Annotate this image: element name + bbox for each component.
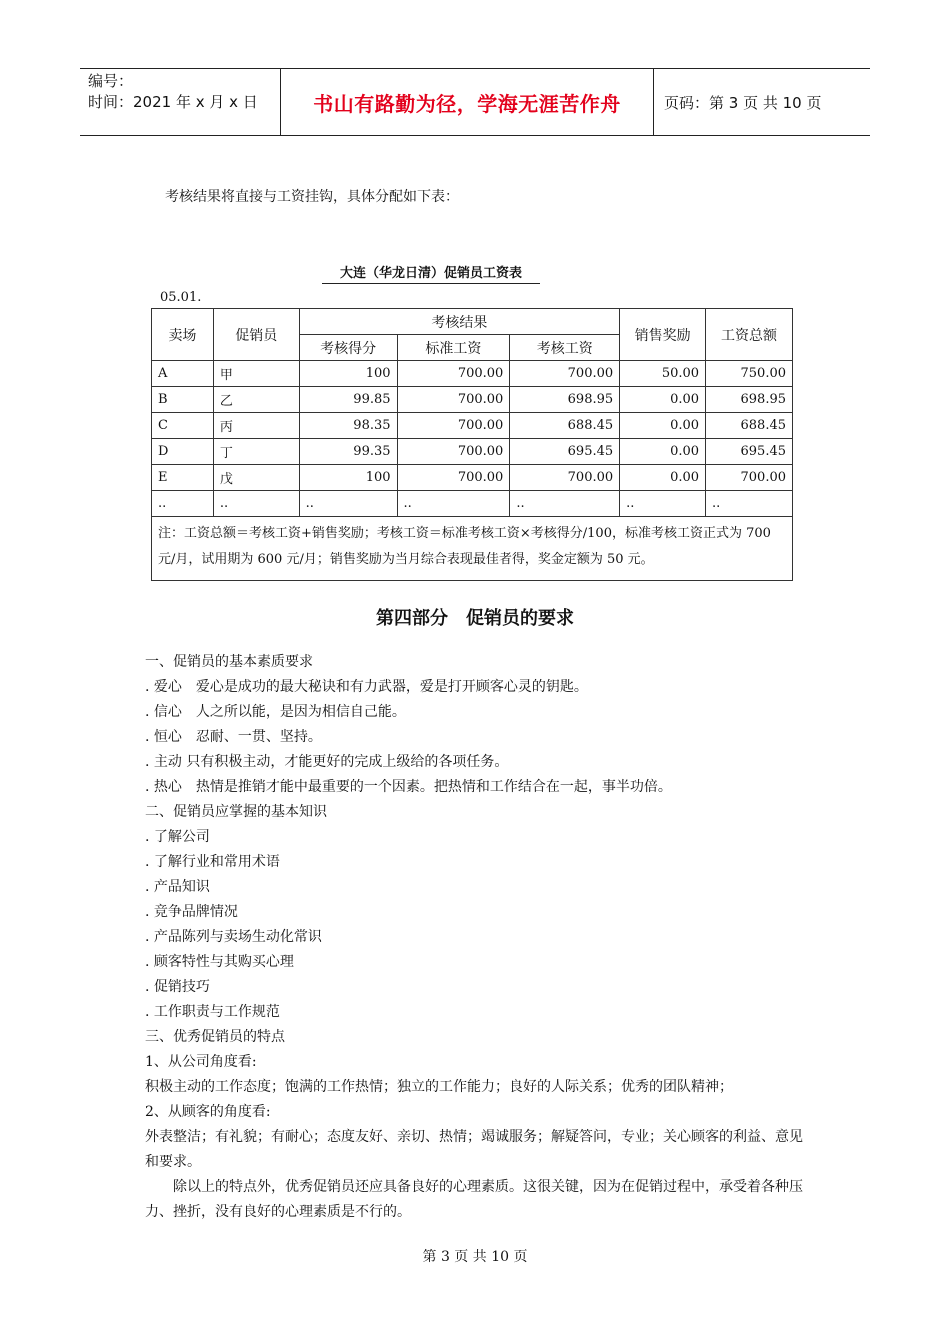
cell-total: 750.00 xyxy=(706,361,793,387)
cell-standard-wage: .. xyxy=(397,491,510,517)
customer-paragraph: 外表整洁；有礼貌；有耐心；态度友好、亲切、热情；竭诚服务；解疑答问，专业；关心顾客的利益、意见和要求。 xyxy=(145,1129,803,1170)
table-row xyxy=(152,491,793,517)
list-item: 二、促销员应掌握的基本知识 xyxy=(145,804,327,820)
cell-score: 100 xyxy=(299,361,397,387)
cell-bonus: .. xyxy=(620,491,706,517)
cell-total: 688.45 xyxy=(706,413,793,439)
final-paragraph: 除以上的特点外，优秀促销员还应具备良好的心理素质。这很关键，因为在促销过程中，承受着各种压力、挫折，没有良好的心理素质是不行的。 xyxy=(145,1179,803,1220)
list-item: . 热心 热情是推销才能中最重要的一个因素。把热情和工作结合在一起，事半功倍。 xyxy=(145,779,672,795)
cell-assess-wage: .. xyxy=(510,491,620,517)
list-item: . 工作职责与工作规范 xyxy=(145,1004,280,1020)
cell-total: 698.95 xyxy=(706,387,793,413)
cell-market: D xyxy=(152,439,214,465)
cell-score: 99.35 xyxy=(299,439,397,465)
header-market: 卖场 xyxy=(152,309,214,361)
cell-promoter: .. xyxy=(213,491,299,517)
header-meta xyxy=(80,69,281,135)
cell-assess-wage: 700.00 xyxy=(510,465,620,491)
header-assessment: 考核结果 xyxy=(299,309,619,335)
list-item: 1、从公司角度看: xyxy=(145,1054,257,1070)
cell-standard-wage: 700.00 xyxy=(397,465,510,491)
cell-promoter: 乙 xyxy=(213,387,299,413)
cell-market: .. xyxy=(152,491,214,517)
list-item: . 信心 人之所以能，是因为相信自己能。 xyxy=(145,704,406,720)
list-item: . 产品陈列与卖场生动化常识 xyxy=(145,929,322,945)
cell-bonus: 50.00 xyxy=(620,361,706,387)
page-header xyxy=(80,68,870,136)
cell-bonus: 0.00 xyxy=(620,439,706,465)
list-item: . 恒心 忍耐、一贯、坚持。 xyxy=(145,729,322,745)
header-score: 考核得分 xyxy=(299,335,397,361)
header-assess-wage: 考核工资 xyxy=(510,335,620,361)
cell-score: 99.85 xyxy=(299,387,397,413)
table-row xyxy=(152,413,793,439)
list-item: 2、从顾客的角度看: xyxy=(145,1104,271,1120)
wage-table xyxy=(151,308,793,581)
table-row xyxy=(152,465,793,491)
cell-market: C xyxy=(152,413,214,439)
list-item: . 主动 只有积极主动，才能更好的完成上级给的各项任务。 xyxy=(145,754,509,770)
list-item: . 了解公司 xyxy=(145,829,210,845)
cell-bonus: 0.00 xyxy=(620,413,706,439)
page-label: 页码：第 3 页 共 10 页 xyxy=(664,93,822,112)
list-item: 一、促销员的基本素质要求 xyxy=(145,654,313,670)
motto: 书山有路勤为径，学海无涯苦作舟 xyxy=(281,69,654,135)
list-item: . 顾客特性与其购买心理 xyxy=(145,954,294,970)
cell-promoter: 丙 xyxy=(213,413,299,439)
cell-market: A xyxy=(152,361,214,387)
cell-assess-wage: 688.45 xyxy=(510,413,620,439)
list-item: . 爱心 爱心是成功的最大秘诀和有力武器，爱是打开顾客心灵的钥匙。 xyxy=(145,679,588,695)
number-label: 编号： xyxy=(88,72,134,90)
cell-market: E xyxy=(152,465,214,491)
intro-text: 考核结果将直接与工资挂钩，具体分配如下表： xyxy=(165,189,459,205)
list-item: . 产品知识 xyxy=(145,879,210,895)
header-promoter: 促销员 xyxy=(213,309,299,361)
cell-promoter: 甲 xyxy=(213,361,299,387)
cell-standard-wage: 700.00 xyxy=(397,413,510,439)
cell-standard-wage: 700.00 xyxy=(397,387,510,413)
cell-assess-wage: 695.45 xyxy=(510,439,620,465)
time-label: 时间：2021 年 x 月 x 日 xyxy=(88,93,258,111)
list-item: 积极主动的工作态度；饱满的工作热情；独立的工作能力；良好的人际关系；优秀的团队精神； xyxy=(145,1079,733,1095)
body-text xyxy=(145,650,813,1225)
table-row xyxy=(152,361,793,387)
list-item: . 促销技巧 xyxy=(145,979,210,995)
cell-promoter: 戊 xyxy=(213,465,299,491)
cell-total: 700.00 xyxy=(706,465,793,491)
cell-standard-wage: 700.00 xyxy=(397,361,510,387)
section-title: 第四部分 促销员的要求 xyxy=(376,608,574,629)
page-footer: 第 3 页 共 10 页 xyxy=(422,1249,528,1265)
cell-assess-wage: 700.00 xyxy=(510,361,620,387)
cell-score: 98.35 xyxy=(299,413,397,439)
cell-bonus: 0.00 xyxy=(620,465,706,491)
table-row xyxy=(152,439,793,465)
header-total: 工资总额 xyxy=(706,309,793,361)
cell-total: .. xyxy=(706,491,793,517)
list-item: . 了解行业和常用术语 xyxy=(145,854,280,870)
cell-score: 100 xyxy=(299,465,397,491)
list-item: 三、优秀促销员的特点 xyxy=(145,1029,285,1045)
cell-total: 695.45 xyxy=(706,439,793,465)
table-row xyxy=(152,387,793,413)
cell-promoter: 丁 xyxy=(213,439,299,465)
header-bonus: 销售奖励 xyxy=(620,309,706,361)
table-date: 05.01. xyxy=(160,290,202,305)
header-standard-wage: 标准工资 xyxy=(397,335,510,361)
cell-assess-wage: 698.95 xyxy=(510,387,620,413)
cell-bonus: 0.00 xyxy=(620,387,706,413)
table-title: 大连（华龙日清）促销员工资表 xyxy=(322,262,540,284)
list-item: . 竞争品牌情况 xyxy=(145,904,238,920)
cell-score: .. xyxy=(299,491,397,517)
cell-standard-wage: 700.00 xyxy=(397,439,510,465)
table-note: 注：工资总额＝考核工资+销售奖励；考核工资＝标准考核工资×考核得分/100，标准考核工资正式为 700 元/月，试用期为 600 元/月；销售奖励为当月综合表现最佳者得，奖金定额为 50 元。 xyxy=(152,517,793,581)
cell-market: B xyxy=(152,387,214,413)
